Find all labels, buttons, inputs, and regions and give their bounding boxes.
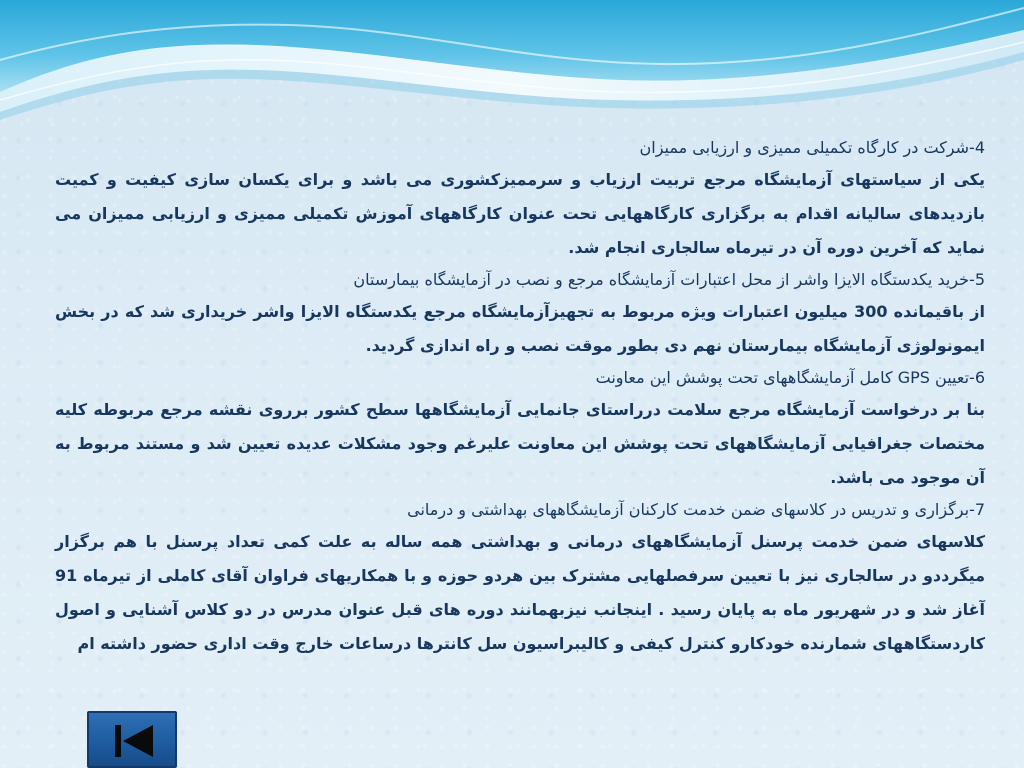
section-4 — [55, 133, 985, 265]
section-7 — [55, 495, 985, 661]
back-to-start-button[interactable] — [87, 711, 177, 768]
section-heading: 6-تعیین GPS کامل آزمایشگاههای تحت پوشش این معاونت — [595, 368, 985, 387]
section-6 — [55, 363, 985, 495]
section-heading: 5-خرید یکدستگاه الایزا واشر از محل اعتبارات آزمایشگاه مرجع و نصب در آزمایشگاه بیمارستان — [353, 270, 985, 289]
section-body: بنا بر درخواست آزمایشگاه مرجع سلامت درراستای جانمایی آزمایشگاهها سطح کشور برروی نقشه مرجع مربوطه کلیه مختصات جغرافیایی آزمایشگاههای تحت پوشش این معاونت علیرغم وجود مشکلات عدیده تعیین شد و مستند مربوط به آن موجود می باشد. — [55, 400, 985, 487]
decorative-wave-header — [0, 0, 1024, 125]
section-5 — [55, 265, 985, 363]
skip-to-start-icon — [111, 722, 157, 760]
section-body: کلاسهای ضمن خدمت پرسنل آزمایشگاههای درمانی و بهداشتی همه ساله به علت کمی تعداد پرسنل با هم برگزار میگرددو در سالجاری نیز با تعیین سرفصلهایی مشترک بین هردو حوزه و با همکاریهای فراوان آقای کاملی از تیرماه 91 آغاز شد و در شهریور ماه به پایان رسید . اینجانب نیزبهمانند دوره های قبل عنوان مدرس در دو کلاس آشنایی و اصول کاردستگاههای شمارنده خودکارو کنترل کیفی و کالیبراسیون سل کانترها درساعات خارج وقت اداری حضور داشته ام — [55, 532, 985, 653]
section-body: یکی از سیاستهای آزمایشگاه مرجع تربیت ارزیاب و سرممیزکشوری می باشد و برای یکسان سازی کیفیت و کمیت بازدیدهای سالیانه اقدام به برگزاری کارگاههایی تحت عنوان کارگاههای آموزش تکمیلی ممیزی و ارزیابی ممیزان می نماید که آخرین دوره آن در تیرماه سالجاری انجام شد. — [55, 170, 985, 257]
section-body: از باقیمانده 300 میلیون اعتبارات ویژه مربوط به تجهیزآزمایشگاه مرجع یکدستگاه الایزا واشر خریداری شد که در بخش ایمونولوژی آزمایشگاه بیمارستان نهم دی بطور موقت نصب و راه اندازی گردید. — [55, 302, 985, 355]
slide-content — [55, 133, 985, 661]
section-heading: 4-شرکت در کارگاه تکمیلی ممیزی و ارزیابی ممیزان — [639, 138, 985, 157]
section-heading: 7-برگزاری و تدریس در کلاسهای ضمن خدمت کارکنان آزمایشگاههای بهداشتی و درمانی — [407, 500, 985, 519]
